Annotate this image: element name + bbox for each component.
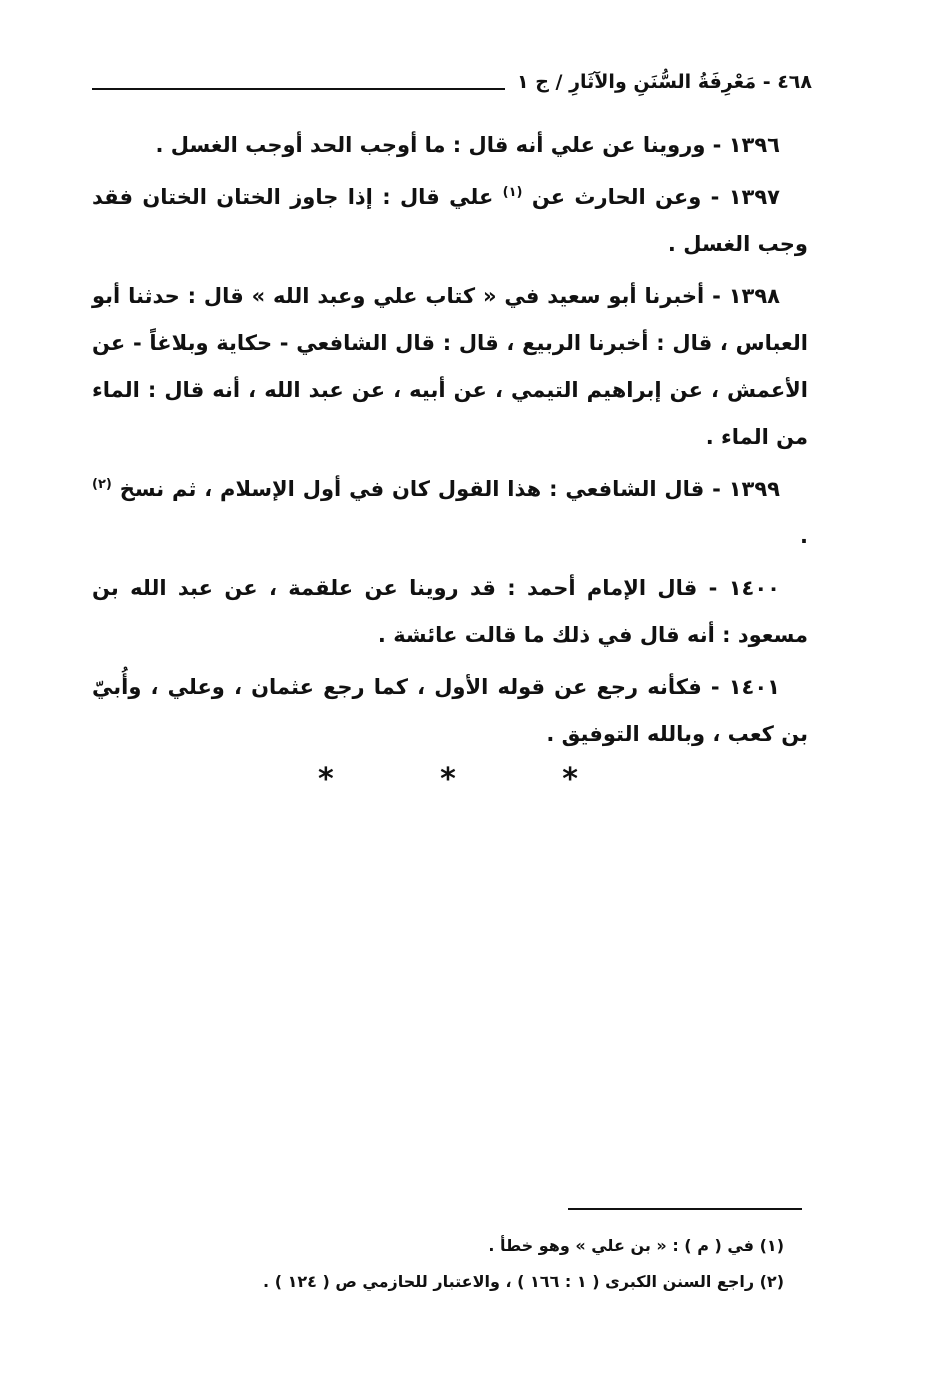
main-text — [92, 122, 808, 763]
footnote-ref-2: (٢) — [92, 477, 112, 492]
paragraph-text-end: علي قال : إذا جاوز الختان الختان فقد وجب الغسل . — [92, 185, 808, 256]
paragraph-1399 — [92, 466, 808, 560]
running-title: ٤٦٨ - مَعْرِفَةُ السُّنَنِ والآثَارِ / ج ١ — [516, 71, 812, 93]
footnote-2: (٢) راجع السنن الكبرى ( ١ : ١٦٦ ) ، والاعتبار للحازمي ص ( ١٢٤ ) . — [263, 1272, 784, 1291]
paragraph-text-start: ١٣٩٧ - وعن الحارث عن — [522, 185, 780, 209]
paragraph-text-start: ١٣٩٩ - قال الشافعي : هذا القول كان في أول الإسلام ، ثم نسخ — [111, 477, 780, 501]
footnote-rule — [568, 1208, 802, 1210]
paragraph-1396: ١٣٩٦ - وروينا عن علي أنه قال : ما أوجب الحد أوجب الغسل . — [155, 133, 780, 157]
page-header — [92, 62, 812, 102]
paragraph-text-end: . — [800, 524, 808, 548]
header-rule — [92, 88, 505, 90]
paragraph-1398: ١٣٩٨ - أخبرنا أبو سعيد في « كتاب علي وعبد الله » قال : حدثنا أبو العباس ، قال : أخبرنا الربيع ، قال : قال الشافعي - حكاية وبلاغاً - عن الأعمش ، عن إبراهيم التيمي ، عن أبيه ، عن عبد الله ، أنه قال : الماء من الماء . — [92, 284, 808, 449]
footnote-1: (١) في ( م ) : « بن علي » وهو خطأ . — [488, 1236, 784, 1255]
section-separator: * * * — [318, 762, 626, 797]
paragraph-1397 — [92, 174, 808, 268]
paragraph-1400: ١٤٠٠ - قال الإمام أحمد : قد روينا عن علقمة ، عن عبد الله بن مسعود : أنه قال في ذلك ما قالت عائشة . — [92, 576, 808, 647]
footnotes — [92, 1228, 808, 1300]
footnote-ref-1: (١) — [502, 185, 523, 200]
paragraph-1401: ١٤٠١ - فكأنه رجع عن قوله الأول ، كما رجع عثمان ، وعلي ، وأُبيّ بن كعب ، وبالله التوفيق . — [92, 675, 808, 746]
